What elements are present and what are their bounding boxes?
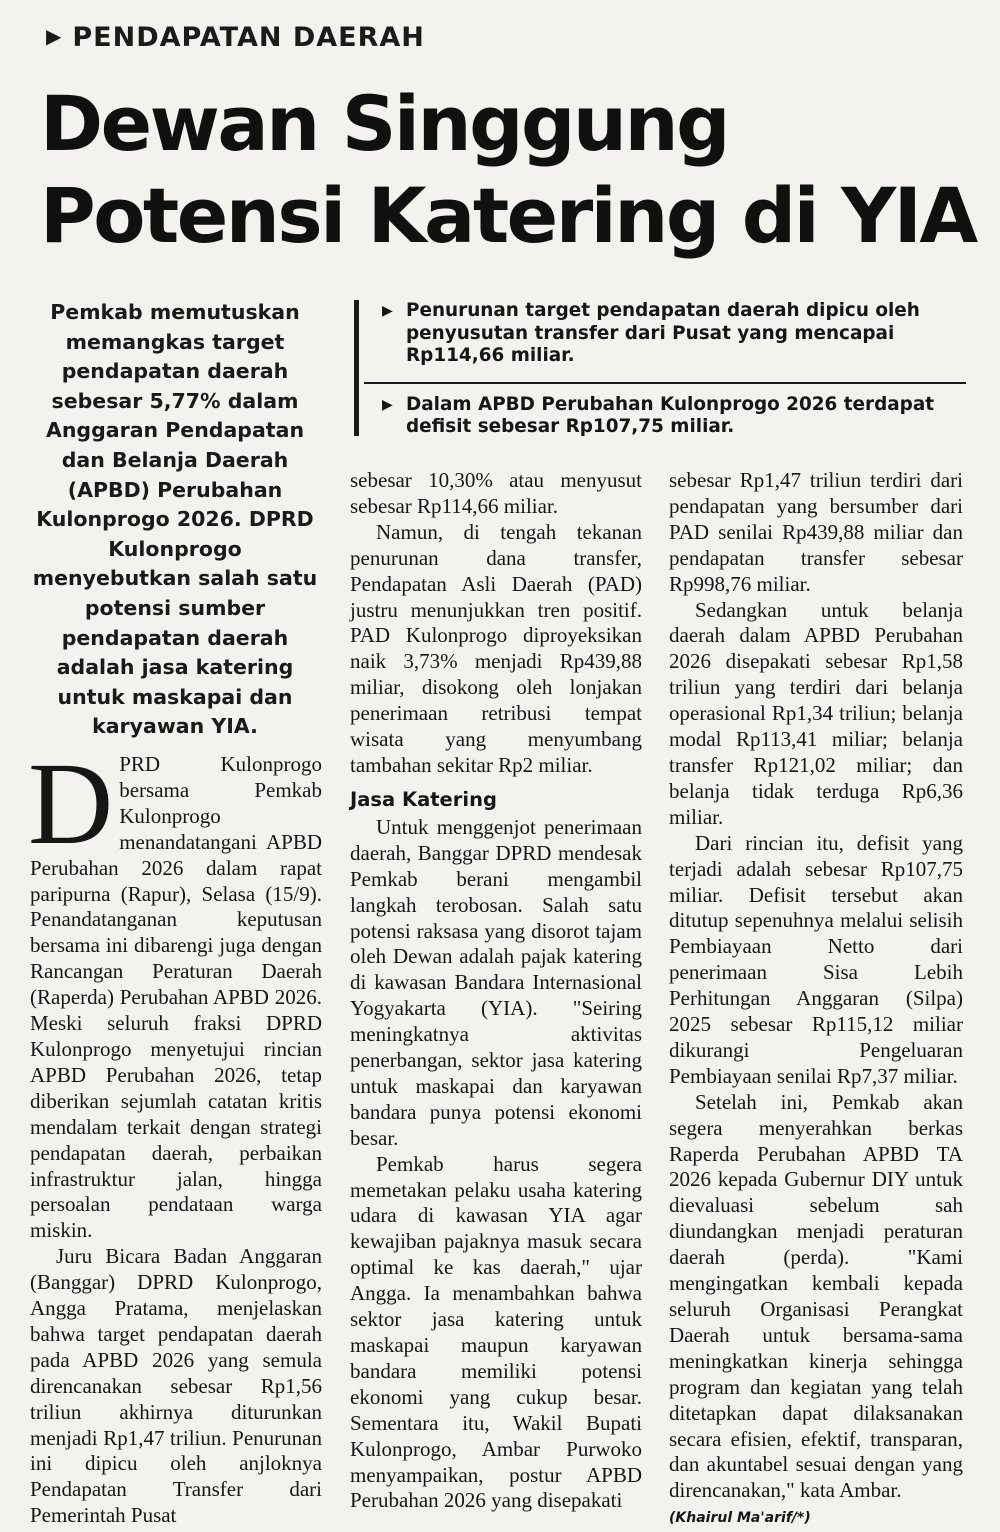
- highlights-divider: [364, 382, 966, 384]
- body-paragraph: Untuk menggenjot penerimaan daerah, Banggar DPRD mendesak Pemkab berani mengambil langkah terobosan. Salah satu potensi raksasa yang disorot tajam oleh Dewan adalah pajak katering di kawasan Bandara Internasional Yogyakarta (YIA). "Seiring meningkatnya aktivitas penerbangan, sektor jasa katering untuk maskapai dan karyawan bandara punya potensi ekonomi besar.: [350, 814, 642, 1150]
- triangle-right-icon: ▶: [382, 396, 393, 413]
- body-paragraph: Dari rincian itu, defisit yang terjadi adalah sebesar Rp107,75 miliar. Defisit tersebut akan ditutup sepenuhnya melalui selisih Pembiayaan Netto dari penerimaan Sisa Lebih Perhitungan Anggaran (Silpa) 2025 sebesar Rp115,12 miliar dikurangi Pengeluaran Pembiayaan senilai Rp7,37 miliar.: [669, 830, 963, 1088]
- kicker-label: PENDAPATAN DAERAH: [72, 22, 425, 53]
- body-paragraph: Setelah ini, Pemkab akan segera menyerahkan berkas Raperda Perubahan APBD TA 2026 kepada Gubernur DIY untuk dievaluasi sebelum sah diundangkan menjadi peraturan daerah (perda). "Kami mengingatkan kembali kepada seluruh Organisasi Perangkat Daerah untuk bersama-sama meningkatkan kinerja sehingga program dan kegiatan yang telah ditetapkan dapat dilaksanakan secara efisien, efektif, transparan, dan akuntabel sesuai dengan yang direncanakan," kata Ambar.: [669, 1089, 963, 1503]
- body-paragraph: Sedangkan untuk belanja daerah dalam APBD Perubahan 2026 disepakati sebesar Rp1,58 triliun yang terdiri dari belanja operasional Rp1,34 triliun; belanja modal Rp113,41 miliar; belanja transfer Rp121,02 miliar; dan belanja tidak terduga Rp6,36 miliar.: [669, 597, 963, 829]
- article-column-1: [28, 738, 322, 1529]
- highlights-box: [354, 298, 966, 439]
- article-column-2: [350, 468, 642, 1514]
- section-kicker: [46, 22, 425, 53]
- highlight-text: Dalam APBD Perubahan Kulonprogo 2026 terdapat defisit sebesar Rp107,75 miliar.: [406, 393, 935, 437]
- headline: [40, 78, 990, 262]
- triangle-right-icon: ▶: [382, 303, 393, 319]
- triangle-right-icon: ▶: [46, 24, 63, 48]
- article-column-3: [669, 468, 963, 1532]
- headline-line-2: Potensi Katering di YIA: [40, 171, 976, 260]
- headline-line-1: Dewan Singgung: [40, 79, 729, 168]
- highlight-item: [354, 394, 966, 439]
- highlight-item: [354, 300, 966, 382]
- author-credit: (Khairul Ma'arif/*): [669, 1510, 811, 1527]
- body-paragraph: PRD Kulonprogo bersama Pemkab Kulonprogo menandatangani APBD Perubahan 2026 dalam rapat paripurna (Rapur), Selasa (15/9). Penandatanganan keputusan bersama ini dibarengi juga dengan Rancangan Peraturan Daerah (Raperda) Perubahan APBD 2026. Meski seluruh fraksi DPRD Kulonprogo menyetujui rincian APBD Perubahan 2026, tetap diberikan sejumlah catatan kritis mendalam terkait dengan strategi pendapatan daerah, perbaikan infrastruktur jalan, hingga persoalan pendataan warga miskin.: [30, 752, 322, 1243]
- body-paragraph: sebesar 10,30% atau menyusut sebesar Rp114,66 miliar.: [350, 468, 642, 518]
- body-paragraph: Juru Bicara Badan Anggaran (Banggar) DPRD Kulonprogo, Angga Pratama, menjelaskan bahwa target pendapatan daerah pada APBD 2026 yang semula direncanakan sebesar Rp1,56 triliun akhirnya diturunkan menjadi Rp1,47 triliun. Penurunan ini dipicu oleh anjloknya Pendapatan Transfer dari Pemerintah Pusat: [30, 1244, 322, 1528]
- body-paragraph: Namun, di tengah tekanan penurunan dana transfer, Pendapatan Asli Daerah (PAD) justru menunjukkan tren positif. PAD Kulonprogo diproyeksikan naik 3,73% menjadi Rp439,88 miliar, disokong oleh lonjakan penerimaan retribusi tempat wisata yang menyumbang tambahan sekitar Rp2 miliar.: [350, 519, 642, 777]
- lede-summary: Pemkab memutuskan memangkas target pendapatan daerah sebesar 5,77% dalam Anggaran Pendapatan dan Belanja Daerah (APBD) Perubahan Kulonprogo 2026. DPRD Kulonprogo menyebutkan salah satu potensi sumber pendapatan daerah adalah jasa katering untuk maskapai dan karyawan YIA.: [32, 300, 318, 739]
- body-paragraph: Pemkab harus segera memetakan pelaku usaha katering udara di kawasan YIA agar kewajiban pajaknya masuk secara optimal ke kas daerah," ujar Angga. Ia menambahkan bahwa sektor jasa katering untuk maskapai maupun karyawan bandara memiliki potensi ekonomi yang cukup besar. Sementara itu, Wakil Bupati Kulonprogo, Ambar Purwoko menyampaikan, postur APBD Perubahan 2026 yang disepakati: [350, 1151, 642, 1513]
- drop-cap: D: [28, 738, 114, 869]
- subheading: Jasa Katering: [350, 787, 497, 811]
- body-paragraph: sebesar Rp1,47 triliun terdiri dari pendapatan yang bersumber dari PAD senilai Rp439,88 miliar dan pendapatan transfer sebesar Rp998,76 miliar.: [669, 468, 963, 596]
- highlight-text: Penurunan target pendapatan daerah dipicu oleh penyusutan transfer dari Pusat yang mencapai Rp114,66 miliar.: [406, 300, 920, 366]
